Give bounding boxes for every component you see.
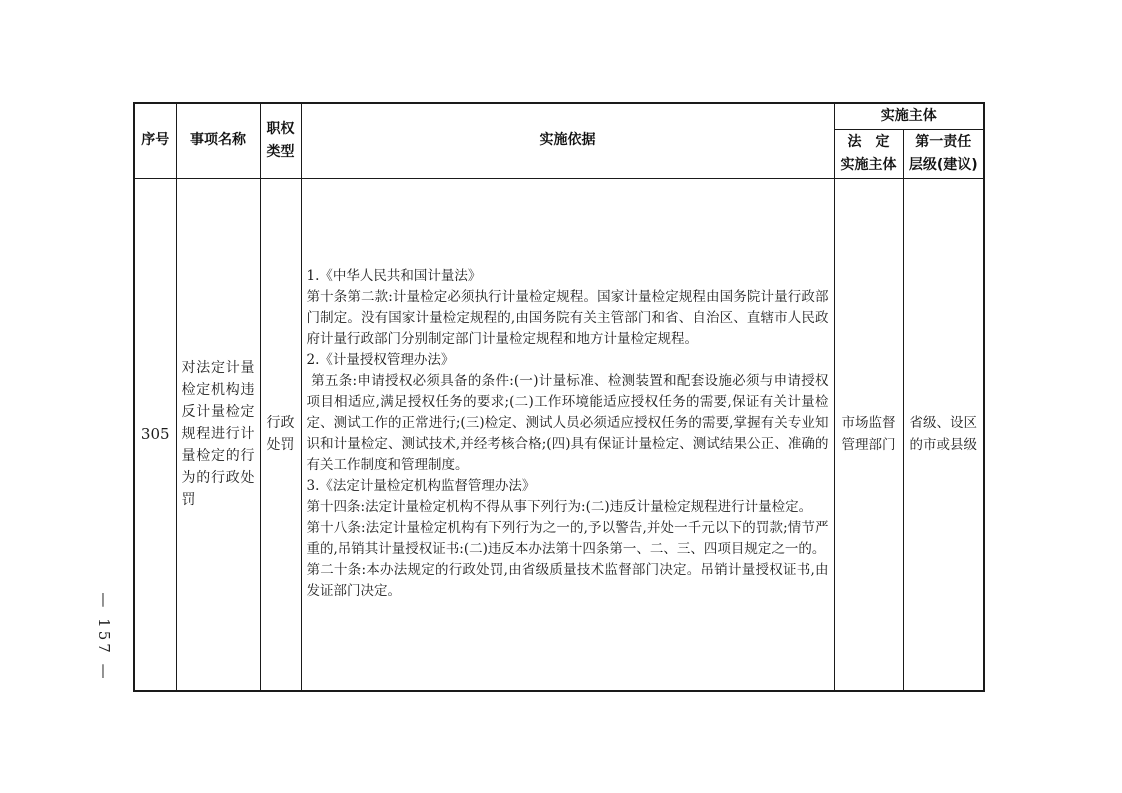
header-responsibility-level-line1: 第一责任 bbox=[915, 133, 972, 150]
header-serial: 序号 bbox=[134, 103, 176, 178]
cell-implementation-basis bbox=[301, 178, 834, 691]
header-item-name: 事项名称 bbox=[176, 103, 260, 178]
header-legal-subject-line1: 法 定 bbox=[847, 133, 890, 150]
cell-authority-type-line2: 处罚 bbox=[266, 437, 295, 454]
cell-authority-type-line1: 行政 bbox=[266, 415, 295, 432]
header-authority-type-line1: 职权 bbox=[266, 120, 295, 137]
header-legal-subject bbox=[834, 129, 903, 178]
cell-item-name: 对法定计量检定机构违反计量检定规程进行计量检定的行为的行政处罚 bbox=[176, 178, 260, 691]
table-row bbox=[134, 178, 984, 691]
header-row-top bbox=[134, 103, 984, 129]
table-header bbox=[134, 103, 984, 178]
implementation-basis-text: 1.《中华人民共和国计量法》 第十条第二款:计量检定必须执行计量检定规程。国家计量检定规程由国务院计量行政部门制定。没有国家计量检定规程的,由国务院有关主管部门和省、自治区、直辖市人民政府计量行政部门分别制定部门计量检定规程和地方计量检定规程。 2.《计量授权管理办法》 第五条:申请授权必须具备的条件:(一)计量标准、检测装置和配套设施必须与申请授权项目相适应,满足授权任务的要求;(二)工作环境能适应授权任务的需要,保证有关计量检定、测试工作的正常进行;(三)检定、测试人员必须适应授权任务的需要,掌握有关专业知识和计量检定、测试技术,并经考核合格;(四)具有保证计量检定、测试结果公正、准确的有关工作制度和管理制度。 3.《法定计量检定机构监督管理办法》 第十四条:法定计量检定机构不得从事下列行为:(二)违反计量检定规程进行计量检定。 第十八条:法定计量检定机构有下列行为之一的,予以警告,并处一千元以下的罚款;情节严重的,吊销其计量授权证书:(二)违反本办法第十四条第一、二、三、四项目规定之一的。 第二十条:本办法规定的行政处罚,由省级质量技术监督部门决定。吊销计量授权证书,由发证部门决定。 bbox=[306, 268, 829, 600]
header-responsibility-level bbox=[903, 129, 984, 178]
header-legal-subject-line2: 实施主体 bbox=[840, 156, 897, 173]
header-authority-type-line2: 类型 bbox=[266, 143, 295, 160]
cell-legal-subject: 市场监督管理部门 bbox=[834, 178, 903, 691]
duty-table bbox=[133, 102, 985, 692]
header-basis: 实施依据 bbox=[301, 103, 834, 178]
cell-authority-type bbox=[260, 178, 301, 691]
page-number: — 157 — bbox=[95, 592, 113, 682]
header-subject-group: 实施主体 bbox=[834, 103, 984, 129]
cell-responsibility-level: 省级、设区的市或县级 bbox=[903, 178, 984, 691]
header-authority-type bbox=[260, 103, 301, 178]
cell-serial-number: 305 bbox=[134, 178, 176, 691]
header-responsibility-level-line2: 层级(建议) bbox=[908, 156, 978, 173]
